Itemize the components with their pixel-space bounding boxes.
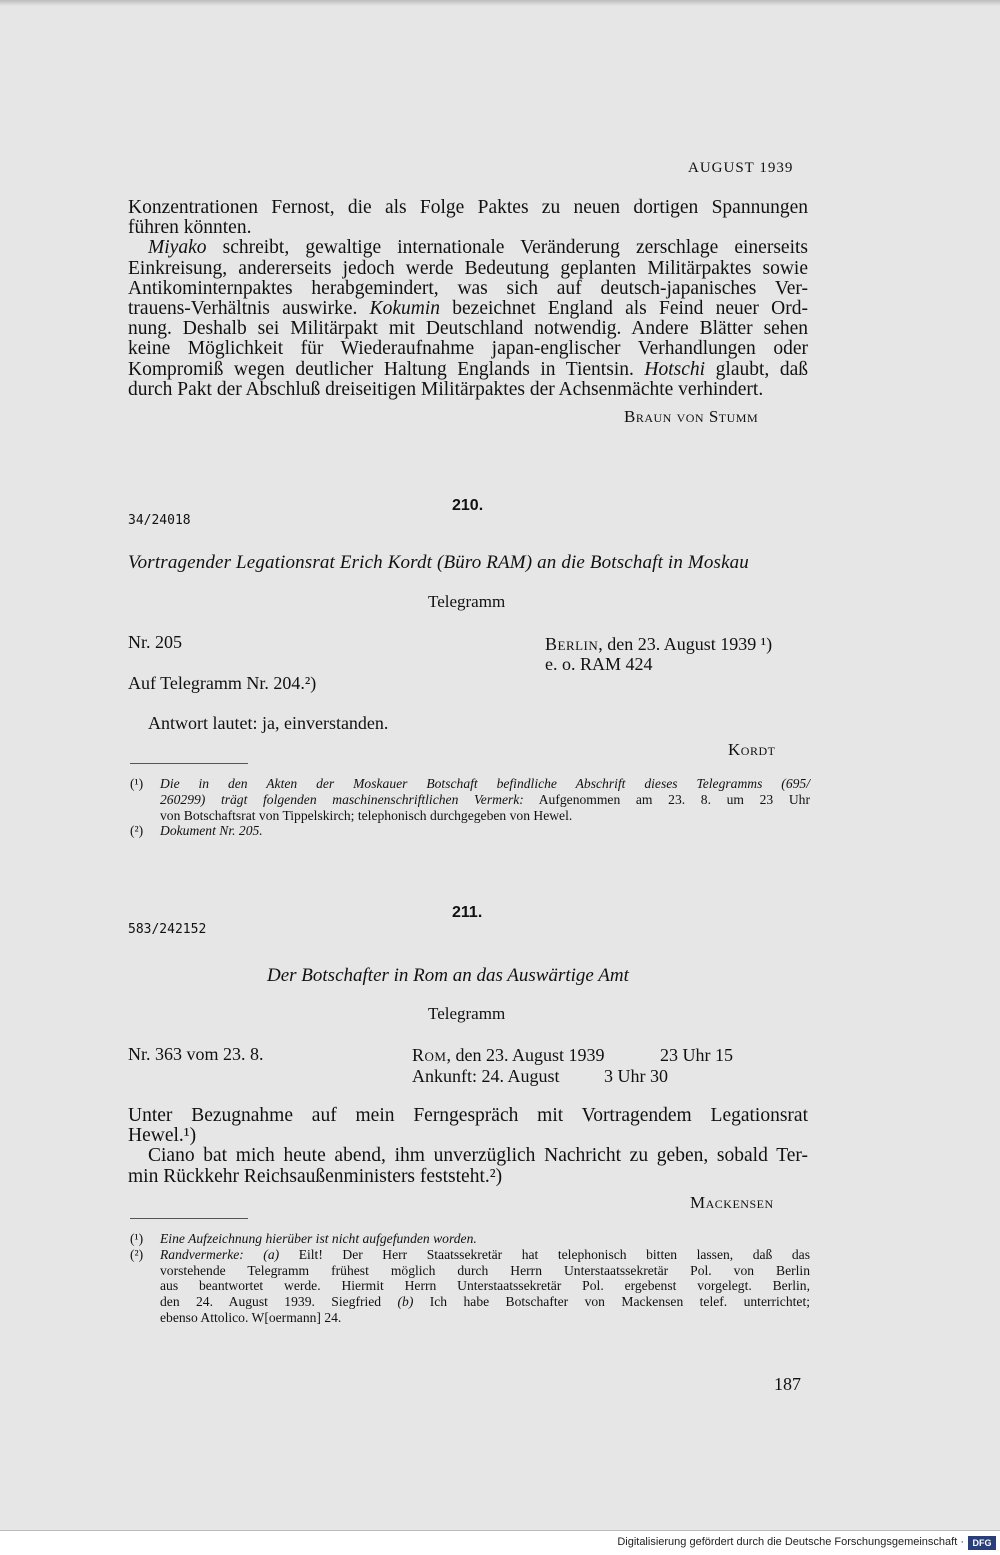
telegram-number-210: Nr. 205 [128,632,182,652]
footnote-line: Dokument Nr. 205. [160,823,263,839]
footnote-line: Randvermerke: (a) Eilt! Der Herr Staatssekretär hat telephonisch bitten lassen, daß das [160,1246,810,1262]
text-line: Unter Bezugnahme auf mein Ferngespräch mit Vortragendem Legationsrat [128,1105,808,1126]
text-line: trauens-Verhältnis auswirke. Kokumin bezeichnet England als Feind neuer Ord- [128,298,808,320]
footnote-marker: (²) [130,823,144,839]
text-line: min Rückkehr Reichsaußenministers feststeht.²) [128,1165,503,1187]
footnote-rule-211 [130,1218,248,1219]
file-reference-211: 583/242152 [128,922,207,937]
text-line: Kompromiß wegen deutlicher Haltung Englands in Tientsin. Hotschi glaubt, daß [128,358,808,380]
scan-edge [0,0,1000,6]
footnote-marker: (¹) [130,1231,144,1246]
document-heading-211: Der Botschafter in Rom an das Auswärtige Amt [267,965,629,986]
telegram-number-211: Nr. 363 vom 23. 8. [128,1044,264,1064]
document-number-210: 210. [452,497,484,514]
document-type-211: Telegramm [428,1004,506,1023]
funding-notice: Digitalisierung gefördert durch die Deutsche Forschungsgemeinschaft · [617,1536,964,1548]
signature-kordt: Kordt [728,740,776,759]
send-time-211: 23 Uhr 15 [660,1045,733,1065]
footnote [130,776,810,823]
footer-bar [0,1530,1000,1555]
document-type-210: Telegramm [428,592,506,611]
footnote-rule-210 [130,763,248,764]
footnote-line: ebenso Attolico. W[oermann] 24. [160,1309,342,1325]
text-line: durch Pakt der Abschluß dreiseitigen Militärpaktes der Achsenmächte verhindert. [128,378,764,400]
footnote-line: aus beantwortet werde. Hiermit Herrn Unterstaatssekretär Pol. ergebenst vorgelegt. Berlin, [160,1278,810,1294]
place-date-211: Rom, den 23. August 1939 [412,1045,605,1065]
footnote-marker: (¹) [130,776,144,791]
answer-text-210: Antwort lautet: ja, einverstanden. [148,713,389,733]
body-text-211 [128,1106,808,1187]
text-line: Ciano bat mich heute abend, ihm unverzüglich Nachricht zu geben, sobald Ter- [148,1145,808,1167]
file-reference-210: 34/24018 [128,513,191,528]
text-line: Hewel.¹) [128,1125,197,1147]
text-line: Einkreisung, andererseits jedoch werde Bedeutung geplanten Militärpaktes sowie [128,257,808,279]
text-line: keine Möglichkeit für Wiederaufnahme japan-englischer Verhandlungen oder [128,338,808,360]
text-line: Miyako schreibt, gewaltige internationale Veränderung zerschlage einerseits [148,237,808,259]
running-title: AUGUST 1939 [688,160,794,176]
text-line: führen könnten. [128,217,252,239]
footnote-line: von Botschaftsrat von Tippelskirch; telephonisch durchgegeben von Hewel. [160,807,573,823]
footnote-line: vorstehende Telegramm frühest möglich durch Herrn Unterstaatssekretär Pol. von Berlin [160,1262,810,1278]
footnote-marker: (²) [130,1246,144,1262]
dfg-logo[interactable]: DFG [968,1536,996,1550]
continued-text [128,198,808,400]
signature-braun-von-stumm: Braun von Stumm [624,407,759,426]
place-date-210: Berlin, den 23. August 1939 ¹) [545,634,773,654]
footnotes-210 [130,776,810,839]
footnote-line: Die in den Akten der Moskauer Botschaft befindliche Abschrift dieses Telegramms (695/ [160,776,810,791]
footnote-line: 260299) trägt folgenden maschinenschriftlichen Vermerk: Aufgenommen am 23. 8. um 23 Uhr [160,791,810,807]
document-number-211: 211. [452,904,483,921]
footnote [130,1247,810,1326]
arrival-time-211: 3 Uhr 30 [604,1066,668,1086]
document-heading-210: Vortragender Legationsrat Erich Kordt (Büro RAM) an die Botschaft in Moskau [128,552,749,573]
footnote [130,1231,810,1247]
page-number: 187 [774,1374,801,1394]
footnote-line: Eine Aufzeichnung hierüber ist nicht aufgefunden worden. [160,1231,477,1246]
text-line: Konzentrationen Fernost, die als Folge Paktes zu neuen dortigen Spannungen [128,197,808,218]
footnote [130,823,810,839]
text-line: nung. Deshalb sei Militärpakt mit Deutschland notwendig. Andere Blätter sehen [128,318,808,340]
footnotes-211 [130,1231,810,1326]
eo-reference-210: e. o. RAM 424 [545,654,653,674]
footnote-line: den 24. August 1939. Siegfried (b) Ich habe Botschafter von Mackensen telef. unterrichtet; [160,1294,811,1310]
reference-telegram-210: Auf Telegramm Nr. 204.²) [128,673,317,693]
signature-mackensen: Mackensen [690,1193,774,1212]
arrival-211: Ankunft: 24. August [412,1066,560,1086]
text-line: Antikominternpaktes herabgemindert, was sich auf deutsch-japanisches Ver- [128,277,808,299]
